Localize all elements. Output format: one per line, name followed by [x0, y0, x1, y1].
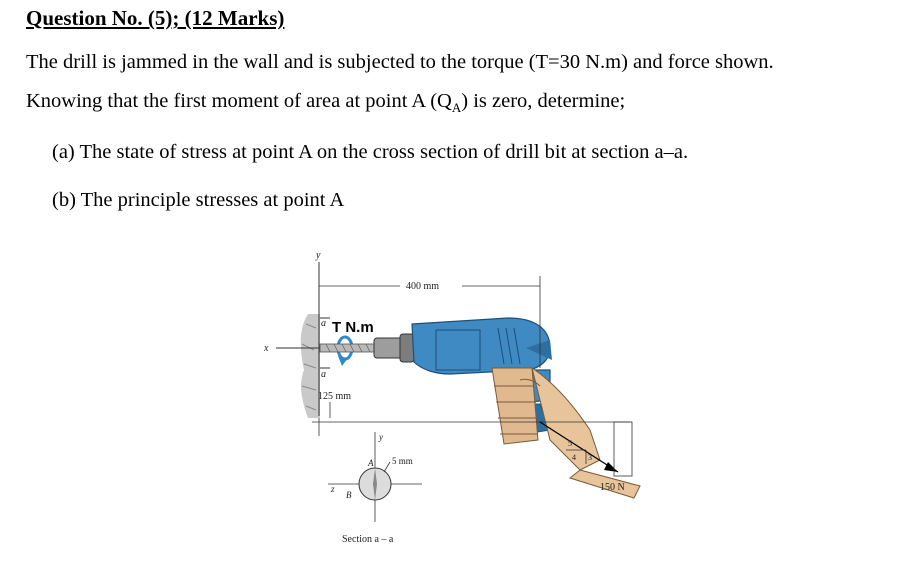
force-label: 150 N	[600, 482, 625, 493]
question-heading: Question No. (5); (12 Marks)	[26, 6, 285, 30]
part-b: (b) The principle stresses at point A	[52, 189, 345, 211]
problem-statement-line-1: The drill is jammed in the wall and is subjected to the torque (T=30 N.m) and force shown.	[26, 51, 774, 73]
line2-subscript: A	[451, 100, 462, 116]
section-y-label: y	[379, 432, 383, 442]
hand-grip	[492, 368, 640, 498]
dimension-125: 125 mm	[318, 391, 352, 402]
point-a-label: A	[368, 458, 374, 468]
svg-text:4: 4	[572, 453, 576, 462]
svg-text:5: 5	[568, 439, 572, 448]
drill-chuck	[374, 334, 414, 362]
point-b-label: B	[346, 490, 352, 500]
section-mark-top: a	[321, 318, 326, 329]
problem-statement-line-2	[26, 90, 625, 116]
section-z-label: z	[331, 484, 335, 494]
torque-label: T N.m	[332, 319, 374, 336]
section-a-a	[328, 432, 422, 545]
y-axis-label: y	[316, 250, 321, 261]
section-caption: Section a – a	[342, 534, 394, 545]
line2-suffix: ) is zero, determine;	[461, 90, 626, 112]
svg-text:3: 3	[588, 453, 592, 462]
dimension-400: 400 mm	[406, 281, 440, 292]
drill-figure	[250, 240, 670, 575]
part-a: (a) The state of stress at point A on the cross section of drill bit at section a–a.	[52, 141, 689, 163]
wall-image	[301, 314, 320, 418]
dimension-5: 5 mm	[392, 456, 413, 466]
section-mark-bottom: a	[321, 369, 326, 380]
x-axis-label: x	[264, 343, 269, 354]
line2-prefix: Knowing that the first moment of area at point A (Q	[26, 90, 452, 112]
